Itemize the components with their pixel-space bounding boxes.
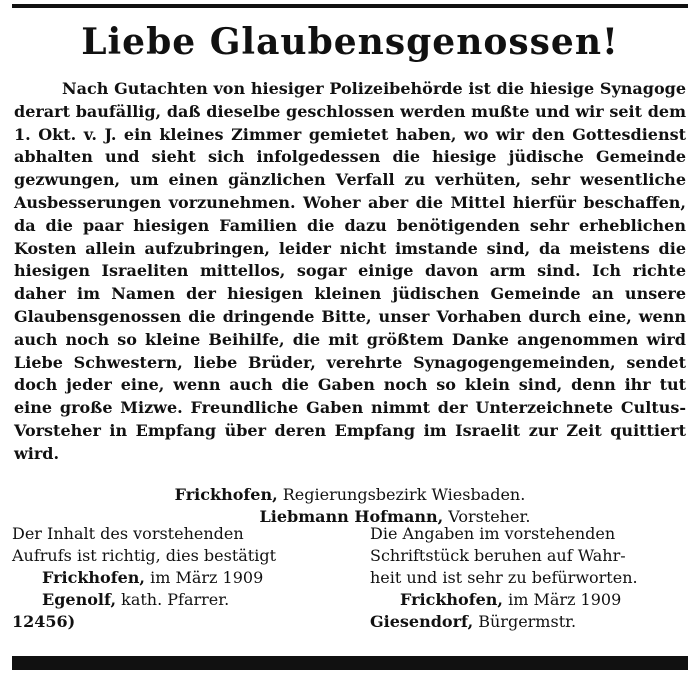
appeal-body-text: Nach Gutachten von hiesiger Polizeibehörde ist die hiesige Synagoge derart baufällig, daß dieselbe geschlossen werden mußte und wir seit dem 1. Okt. v. J. ein kleines Zimmer gemietet haben, wo wir den Gottesdienst abhalten und sieht sich infolgedessen die hiesige jüdische Gemeinde gezwungen, um einen gänzlichen Verfall zu verhüten, sehr wesentliche Ausbesserungen vorzunehmen. Woher aber die Mittel hierfür beschaffen, da die paar hiesigen Familien die dazu benötigenden sehr erheblichen Kosten allein aufzubringen, leider nicht imstande sind, da meistens die hiesigen Israeliten mittellos, sogar einige davon arm sind. Ich richte daher im Namen der hiesigen kleinen jüdischen Gemeinde an unsere Glaubensgenossen die dringende Bitte, unser Vorhaben durch eine, wenn auch noch so kleine Beihilfe, die mit größtem Danke angenommen wird Liebe Schwestern, liebe Brüder, verehrte Synagogengemeinden, sendet doch jeder eine, wenn auch die Gaben noch so klein sind, denn ihr tut eine große Mizwe. Freundliche Gaben nimmt der Unterzeichnete Cultus-Vorsteher in Empfang über deren Empfang im Israelit zur Zeit quittiert wird. xyxy=(14,79,686,463)
bottom-rule xyxy=(12,656,688,670)
attestation-place-date xyxy=(12,567,332,589)
attestation-place-date xyxy=(370,589,690,611)
place-name: Frickhofen, xyxy=(174,485,278,504)
attestation-date: im März 1909 xyxy=(508,590,622,609)
top-rule xyxy=(12,4,688,8)
attestation-place: Frickhofen, xyxy=(400,590,503,609)
attestation-signer-name: Egenolf, xyxy=(42,590,117,609)
attestation-signer-title: kath. Pfarrer. xyxy=(121,590,230,609)
district-name: Regierungsbezirk Wiesbaden. xyxy=(282,485,526,504)
page-title: Liebe Glaubensgenossen! xyxy=(81,21,619,63)
attestation-line: Aufrufs ist richtig, dies bestätigt xyxy=(12,546,277,565)
attestation-signer-title: Bürgermstr. xyxy=(478,612,577,631)
attestation-line: heit und ist sehr zu befürworten. xyxy=(370,568,638,587)
signature-name: Liebmann Hofmann, xyxy=(259,507,444,526)
attestation-line: Der Inhalt des vorstehenden xyxy=(12,524,244,543)
priest-attestation xyxy=(12,523,332,611)
attestation-line: Die Angaben im vorstehenden xyxy=(370,524,616,543)
attestation-signer xyxy=(12,589,332,611)
reference-number: 12456) xyxy=(12,612,76,631)
attestation-date: im März 1909 xyxy=(150,568,264,587)
attestation-place: Frickhofen, xyxy=(42,568,145,587)
place-line xyxy=(0,484,700,506)
attestation-signer xyxy=(370,611,690,633)
attestation-line: Schriftstück beruhen auf Wahr- xyxy=(370,546,626,565)
signature-role: Vorsteher. xyxy=(448,507,531,526)
attestation-signer-name: Giesendorf, xyxy=(370,612,474,631)
mayor-attestation xyxy=(370,523,690,633)
